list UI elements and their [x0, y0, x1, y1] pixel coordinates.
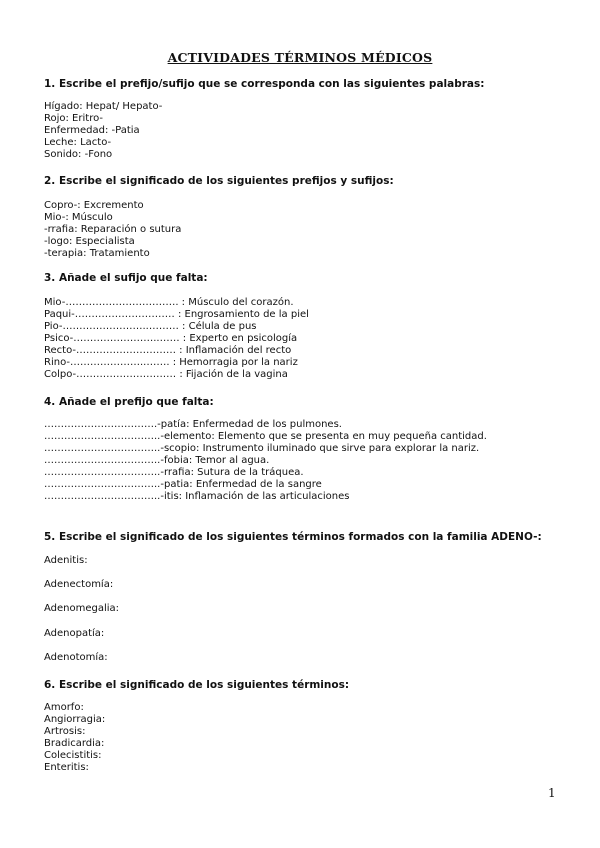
list-item: Recto-………………………… : Inflamación del recto [44, 345, 292, 356]
list-item: Adenectomía: [44, 579, 114, 590]
list-item: ……………………………..-scopio: Instrumento iluminado que sirve para explorar la nariz. [44, 443, 480, 454]
list-item: -rrafia: Reparación o sutura [44, 224, 182, 235]
list-item: ……………………………..-rrafia: Sutura de la tráquea. [44, 467, 304, 478]
list-item: Paqui-………………………… : Engrosamiento de la piel [44, 309, 309, 320]
list-item: ……………………………..-fobia: Temor al agua. [44, 455, 270, 466]
list-item: -terapia: Tratamiento [44, 248, 150, 259]
list-item: Rojo: Eritro- [44, 113, 103, 124]
section-3-heading: 3. Añade el sufijo que falta: [44, 272, 208, 284]
section-2-list [44, 200, 181, 260]
list-item: Colecistitis: [44, 750, 102, 761]
list-item: Enfermedad: -Patia [44, 125, 140, 136]
list-item: Hígado: Hepat/ Hepato- [44, 101, 163, 112]
section-3-list [44, 297, 309, 381]
section-2-heading: 2. Escribe el significado de los siguientes prefijos y sufijos: [44, 175, 394, 187]
section-1-heading: 1. Escribe el prefijo/sufijo que se corresponda con las siguientes palabras: [44, 78, 485, 90]
list-item: Copro-: Excremento [44, 200, 144, 211]
section-4-list [44, 419, 487, 503]
list-item: Adenitis: [44, 555, 88, 566]
list-item: Bradicardia: [44, 738, 105, 749]
list-item: Artrosis: [44, 726, 86, 737]
list-item: Leche: Lacto- [44, 137, 112, 148]
list-item: …………………………….-patía: Enfermedad de los pulmones. [44, 419, 342, 430]
list-item: Adenotomía: [44, 652, 108, 663]
section-4-heading: 4. Añade el prefijo que falta: [44, 396, 214, 408]
list-item: Adenopatía: [44, 628, 105, 639]
list-item: -logo: Especialista [44, 236, 135, 247]
list-item: ……………………………..-patia: Enfermedad de la sangre [44, 479, 322, 490]
list-item: Psico-……………………..…… : Experto en psicología [44, 333, 298, 344]
list-item: Rino-…………………..……. : Hemorragia por la nariz [44, 357, 298, 368]
list-item: Adenomegalia: [44, 603, 120, 614]
list-item: Enteritis: [44, 762, 89, 773]
list-item: ……………………………..-itis: Inflamación de las articulaciones [44, 491, 350, 502]
section-6-list [44, 702, 105, 774]
list-item: ……………………………..-elemento: Elemento que se presenta en muy pequeña cantidad. [44, 431, 487, 442]
list-item: Pio-……………………..……… : Célula de pus [44, 321, 257, 332]
list-item: Mio-……………………………. : Músculo del corazón. [44, 297, 294, 308]
list-item: Sonido: -Fono [44, 149, 113, 160]
section-1-list [44, 101, 162, 161]
page-number: 1 [548, 786, 556, 800]
list-item: Angiorragia: [44, 714, 106, 725]
page-title: ACTIVIDADES TÉRMINOS MÉDICOS [167, 50, 433, 65]
list-item: Colpo-………………………… : Fijación de la vagina [44, 369, 288, 380]
list-item: Amorfo: [44, 702, 84, 713]
section-6-heading: 6. Escribe el significado de los siguientes términos: [44, 679, 350, 691]
section-5-heading: 5. Escribe el significado de los siguientes términos formados con la familia ADENO-: [44, 531, 542, 543]
list-item: Mio-: Músculo [44, 212, 113, 223]
